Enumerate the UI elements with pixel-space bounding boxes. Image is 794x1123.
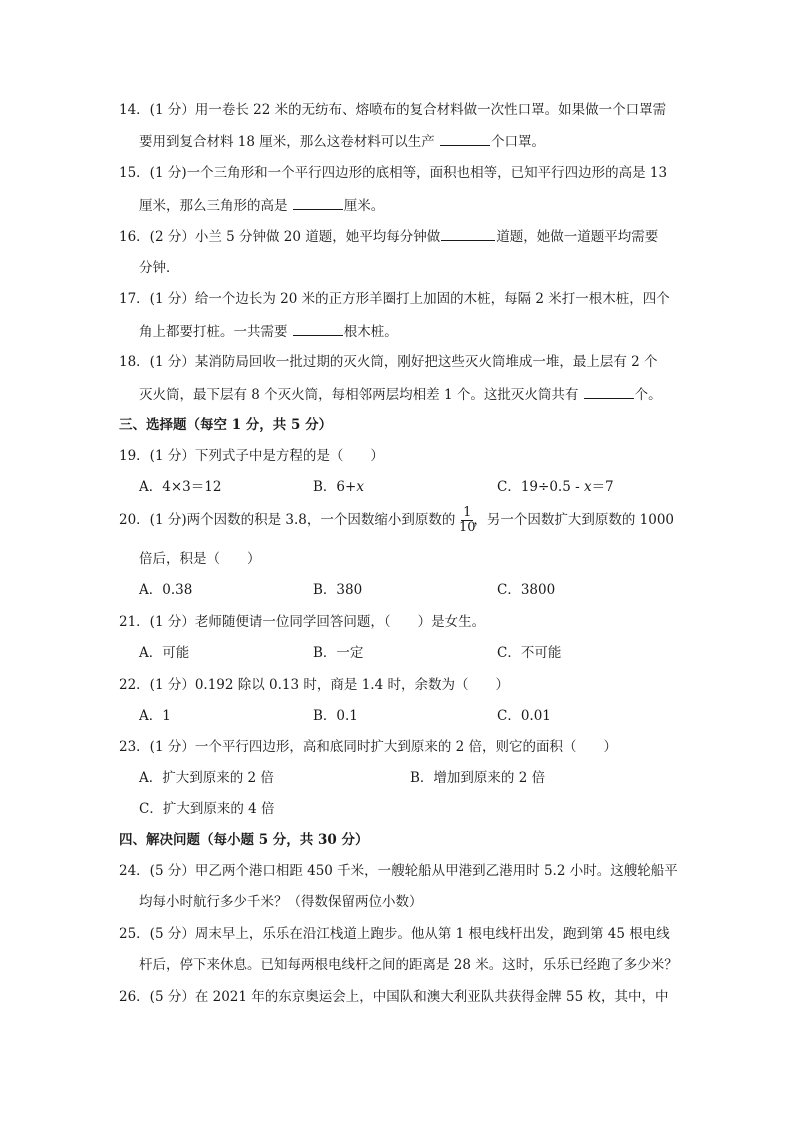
q20-option-a[interactable]: A．0.38 bbox=[139, 582, 193, 598]
q26-line1: 26．(5 分）在 2021 年的东京奥运会上，中国队和澳大利亚队共获得金牌 55 枚，其中，中 bbox=[119, 989, 669, 1005]
q22-option-c[interactable]: C．0.01 bbox=[497, 708, 551, 724]
q19-option-c-end: ＝7 bbox=[591, 479, 614, 495]
q22-option-b[interactable]: B．0.1 bbox=[313, 708, 358, 724]
q22-option-a[interactable]: A．1 bbox=[139, 708, 171, 724]
q21-option-c[interactable]: C．不可能 bbox=[497, 645, 562, 661]
q21-option-b[interactable]: B．一定 bbox=[313, 645, 364, 661]
q18-line1: 18．(1 分）某消防局回收一批过期的灭火筒，刚好把这些灭火筒堆成一堆，最上层有 2 个 bbox=[119, 354, 658, 370]
q20-option-b[interactable]: B．380 bbox=[313, 582, 363, 598]
q14-text: 要用到复合材料 18 厘米，那么这卷材料可以生产 bbox=[139, 134, 440, 150]
q15-line2 bbox=[139, 195, 384, 216]
q20-option-c[interactable]: C．3800 bbox=[497, 582, 556, 598]
q20-text-end: ，另一个因数扩大到原数的 1000 bbox=[473, 512, 675, 528]
q19-option-c[interactable] bbox=[497, 477, 614, 497]
q17-text-end: 根木桩。 bbox=[343, 324, 398, 340]
q23-stem: 23．(1 分）一个平行四边形，高和底同时扩大到原来的 2 倍，则它的面积（ ） bbox=[119, 739, 617, 755]
q14-line2 bbox=[139, 131, 545, 152]
q15-line1: 15．(1 分)一个三角形和一个平行四边形的底相等，面积也相等，已知平行四边形的高是 13 bbox=[119, 165, 668, 181]
q18-text-end: 个。 bbox=[634, 387, 662, 403]
q21-stem: 21．(1 分）老师随便请一位同学回答问题，（ ）是女生。 bbox=[119, 614, 486, 630]
q15-text: 厘米，那么三角形的高是 bbox=[139, 198, 292, 214]
q20-stem bbox=[119, 510, 674, 530]
q19-option-b[interactable] bbox=[313, 477, 364, 497]
q24-line2: 均每小时航行多少千米？（得数保留两位小数） bbox=[139, 894, 423, 910]
q17-line2 bbox=[139, 321, 398, 342]
q16-text-mid: 道题，她做一道题平均需要 bbox=[496, 229, 659, 245]
q20-fraction-numerator: 1 bbox=[463, 505, 472, 520]
q19-option-a[interactable]: A．4×3＝12 bbox=[139, 479, 222, 495]
q22-stem: 22．(1 分）0.192 除以 0.13 时，商是 1.4 时，余数为（ ） bbox=[119, 677, 509, 693]
q19-option-c-text: C．19÷0.5 - bbox=[497, 479, 584, 495]
q14-line1: 14．(1 分）用一卷长 22 米的无纺布、熔喷布的复合材料做一次性口罩。如果做一个口罩需 bbox=[119, 102, 667, 118]
q25-line2: 杆后，停下来休息。已知每两根电线杆之间的距离是 28 米。这时，乐乐已经跑了多少米？ bbox=[139, 957, 678, 973]
q23-option-a[interactable]: A．扩大到原来的 2 倍 bbox=[139, 770, 274, 786]
section-heading-problems: 四、解决问题（每小题 5 分，共 30 分） bbox=[119, 832, 369, 848]
q15-text-end: 厘米。 bbox=[343, 198, 385, 214]
q19-option-b-var: x bbox=[356, 479, 364, 495]
q19-option-c-var: x bbox=[583, 479, 592, 495]
q16-text: 16．(2 分）小兰 5 分钟做 20 道题，她平均每分钟做 bbox=[119, 229, 441, 245]
q18-answer-blank[interactable] bbox=[584, 384, 634, 399]
q20-text: 20．(1 分)两个因数的积是 3.8，一个因数缩小到原数的 bbox=[119, 512, 456, 528]
q18-text: 灭火筒，最下层有 8 个灭火筒，每相邻两层均相差 1 个。这批灭火筒共有 bbox=[139, 387, 583, 403]
q20-fraction bbox=[459, 506, 476, 535]
q21-option-a[interactable]: A．可能 bbox=[139, 645, 190, 661]
q17-line1: 17．(1 分）给一个边长为 20 米的正方形羊圈打上加固的木桩，每隔 2 米打一根木桩，四个 bbox=[119, 291, 670, 307]
q19-option-b-text: B．6+ bbox=[313, 479, 357, 495]
q20-line2: 倍后，积是（ ） bbox=[139, 551, 261, 567]
q18-line2 bbox=[139, 384, 662, 405]
q20-fraction-denominator: 10 bbox=[459, 520, 476, 535]
q14-answer-blank[interactable] bbox=[440, 131, 490, 146]
q19-stem: 19．(1 分）下列式子中是方程的是（ ） bbox=[119, 448, 384, 464]
q16-line2: 分钟． bbox=[139, 260, 180, 276]
q23-option-c[interactable]: C．扩大到原来的 4 倍 bbox=[139, 801, 275, 817]
q24-line1: 24．(5 分）甲乙两个港口相距 450 千米，一艘轮船从甲港到乙港用时 5.2 小时。这艘轮船平 bbox=[119, 863, 678, 879]
q14-text-end: 个口罩。 bbox=[491, 134, 546, 150]
q25-line1: 25．(5 分）周末早上，乐乐在沿江栈道上跑步。他从第 1 根电线杆出发，跑到第 45 根电线 bbox=[119, 926, 670, 942]
q17-text: 角上都要打桩。一共需要 bbox=[139, 324, 292, 340]
q23-option-b[interactable]: B．增加到原来的 2 倍 bbox=[410, 770, 546, 786]
q16-line1 bbox=[119, 226, 658, 247]
q17-answer-blank[interactable] bbox=[293, 321, 343, 336]
q16-answer-blank[interactable] bbox=[441, 226, 495, 241]
q15-answer-blank[interactable] bbox=[293, 195, 343, 210]
section-heading-choice: 三、选择题（每空 1 分，共 5 分） bbox=[119, 417, 333, 433]
